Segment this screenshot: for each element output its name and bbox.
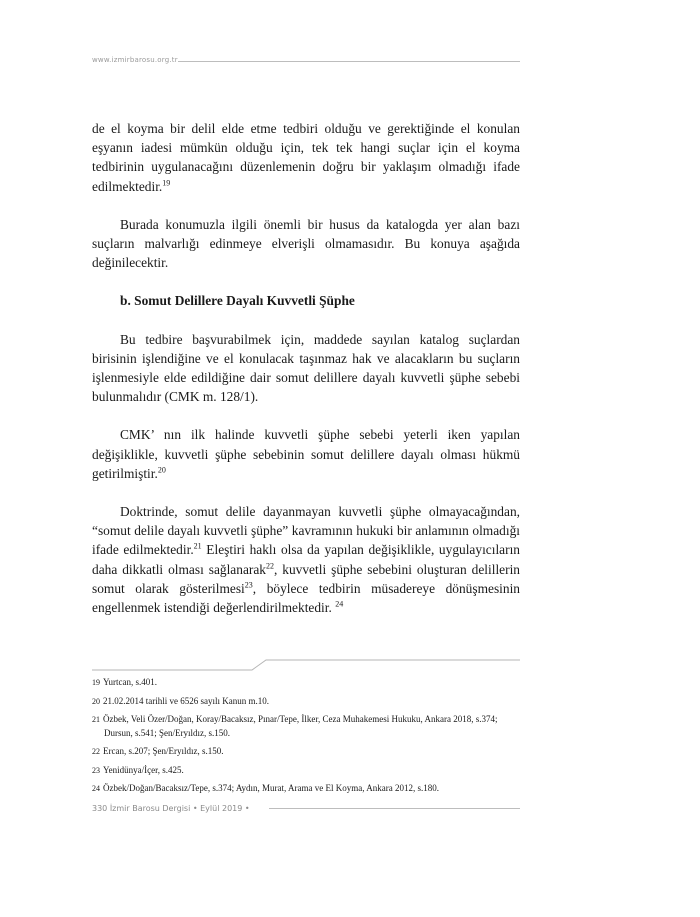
footer-rule — [269, 808, 520, 809]
section-heading: b. Somut Delillere Dayalı Kuvvetli Şüphe — [120, 293, 355, 309]
footnote-text: Özbek, Veli Özer/Doğan, Koray/Bacaksız, Pınar/Tepe, İlker, Ceza Muhakemesi Hukuku, Ankara 2018, s.374; Dursun, s.541; Şen/Eryıldız, s.150. — [103, 714, 498, 738]
footnote-number: 19 — [92, 678, 100, 687]
footnote-item — [92, 764, 520, 778]
footnote-text: Özbek/Doğan/Bacaksız/Tepe, s.374; Aydın, Murat, Arama ve El Koyma, Ankara 2012, s.180. — [103, 783, 439, 793]
footnote-number: 20 — [92, 696, 100, 706]
footnote-number: 24 — [92, 784, 100, 793]
header-url: www.izmirbarosu.org.tr — [92, 56, 178, 64]
footnotes — [92, 676, 520, 801]
paragraph-1 — [92, 119, 520, 196]
footnote-text: Ercan, s.207; Şen/Eryıldız, s.150. — [103, 746, 224, 756]
footnote-ref-22[interactable]: 22 — [265, 561, 274, 571]
footnote-ref-19[interactable]: 19 — [162, 178, 171, 188]
footnote-text: Yenidünya/İçer, s.425. — [103, 764, 184, 775]
footnote-number: 21 — [92, 715, 100, 724]
paragraph-4-text: CMK’ nın ilk halinde kuvvetli şüphe sebebi yeterli iken yapılan değişiklikle, kuvvetli şüphe sebebinin somut delillere dayalı olması hükmü getirilmiştir. — [92, 427, 520, 481]
footnote-ref-20[interactable]: 20 — [157, 465, 166, 475]
footnote-text: 21.02.2014 tarihli ve 6526 sayılı Kanun m.10. — [103, 695, 269, 706]
paragraph-5-text-3: , kuvvetli şüphe sebebini oluşturan delillerin somut olarak gösterilmesi — [92, 561, 520, 596]
paragraph-5-text-1: Doktrinde, somut delile dayanmayan kuvvetli şüphe olmayacağından, “somut delile dayalı kuvvetli şüphe” kavramının hukuki bir anlamının olmadığı ifade edilmektedir. — [92, 504, 520, 558]
paragraph-5-text-2: Eleştiri haklı olsa da yapılan değişiklikle, uygulayıcıların daha dikkatli olması sağlanarak — [92, 542, 520, 577]
footnote-item — [92, 782, 520, 796]
paragraph-3 — [92, 330, 520, 407]
footnote-ref-24[interactable]: 24 — [335, 599, 344, 609]
footnote-text: Yurtcan, s.401. — [103, 677, 157, 687]
page-footer: 330 İzmir Barosu Dergisi • Eylül 2019 • — [92, 804, 250, 813]
paragraph-5-text-4: , böylece tedbirin müsadereye dönüşmesinin engellenmek istendiği değerlendirilmektedir. — [92, 580, 520, 616]
footnote-item — [92, 695, 520, 709]
main-body — [92, 119, 520, 617]
footnote-number: 22 — [92, 747, 100, 756]
paragraph-2 — [92, 215, 520, 273]
footnote-ref-21[interactable]: 21 — [193, 541, 202, 551]
footnote-item — [92, 676, 520, 690]
header-rule — [178, 61, 520, 62]
footnote-number: 23 — [92, 765, 100, 775]
footnote-item — [92, 745, 520, 759]
footnote-ref-23[interactable]: 23 — [244, 580, 253, 590]
paragraph-4 — [92, 425, 520, 483]
paragraph-3-text: Bu tedbire başvurabilmek için, maddede sayılan katalog suçlardan birisinin işlendiğine ve el konulacak taşınmaz hak ve alacakların bu suçların işlenmesiyle elde edildiğine dair somut delillere dayalı kuvvetli şüphe sebebi bulunmalıdır (CMK m. 128/1). — [92, 331, 520, 405]
footnote-item — [92, 713, 520, 740]
paragraph-1-text: de el koyma bir delil elde etme tedbiri olduğu ve gerektiğinde el konulan eşyanın iadesi mümkün olduğu için, tek tek hangi suçlar için el koyma tedbirinin uygulanacağını düzenlemenin doğru bir yaklaşım olmadığı ifade edilmektedir. — [92, 121, 520, 194]
footnote-divider — [92, 658, 520, 672]
paragraph-5 — [92, 502, 520, 617]
paragraph-2-text: Burada konumuzla ilgili önemli bir husus da katalogda yer alan bazı suçların malvarlığı edinmeye elverişli olmamasıdır. Bu konuya aşağıda değinilecektir. — [92, 216, 520, 271]
